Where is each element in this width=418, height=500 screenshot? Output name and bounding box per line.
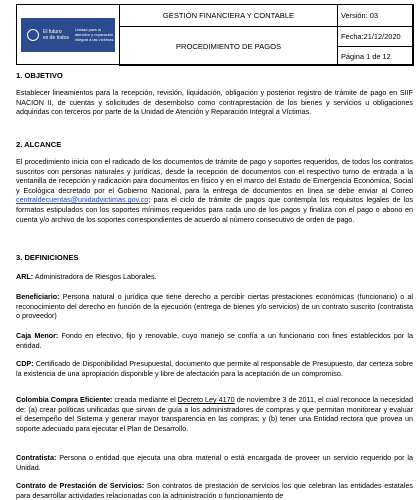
def-colombia-compra — [16, 395, 413, 433]
section-objetivo-heading: 1. OBJETIVO — [16, 71, 63, 80]
def-text: Persona o entidad que ejecuta una obra material o está encargada de proveer un servicio requerido por la Unidad. — [16, 453, 413, 472]
def-term: CDP: — [16, 359, 34, 368]
section-alcance-heading: 2. ALCANCE — [16, 140, 62, 149]
logo-line1: El futuro — [43, 28, 62, 35]
def-caja-menor — [16, 331, 413, 350]
alcance-paragraph — [16, 157, 413, 224]
def-contrato-prestacion — [16, 481, 413, 500]
def-text: Persona natural o jurídica que tiene derecho a percibir ciertas prestaciones económicas (funcionario) o al reconocimiento del derecho en función de la ejecución (entrega de bienes y/o servicios) de un contrato suscrito (contratista o proveedor) — [16, 292, 413, 321]
logo — [21, 18, 115, 52]
logo-org: Unidad para la atención y reparación integral a las víctimas — [74, 27, 114, 42]
decreto-link[interactable]: Decreto Ley 4170 — [177, 395, 235, 404]
header-version: Versión: 03 — [337, 4, 414, 27]
logo-cell — [16, 4, 120, 65]
alcance-text-b: ; para el ciclo de trámite de pagos que contempla los requisitos legales de los formatos estipulados con los soportes mínimos requeridos para cada uno de los pagos y finaliza con el pago o abono en cuenta y/o archivo de los soportes correspondientes de acuerdo al número consecutivo de orden de pago. — [16, 195, 413, 224]
section-definiciones-heading: 3. DEFINICIONES — [16, 253, 79, 262]
def-text: Certificado de Disponibilidad Presupuestal, documento que permite al responsable de Presupuesto, dar certeza sobre la existencia de una apropiación disponible y libre de afectación para la aceptación de un compromiso. — [16, 359, 413, 378]
seal-icon — [27, 29, 39, 41]
header-title2: PROCEDIMIENTO DE PAGOS — [119, 26, 338, 66]
header-page: Página 1 de 12 — [337, 46, 414, 66]
def-term: ARL: — [16, 272, 34, 281]
def-term: Contratista: — [16, 453, 57, 462]
def-term: Caja Menor: — [16, 331, 59, 340]
alcance-text-a: El procedimiento inicia con el radicado de los documentos de trámite de pago y soportes requeridos, de todos los contratos suscritos con personas naturales y jurídicas, desde la recepción de documentos con el respectivo turno de entrada a la ventanilla de recepción y radicación para documentos en físico y en el marco del Estado de Emergencia Económica, Social y Ecológica decretado por el Gobierno Nacional, para la entrega de documentos en línea se debe enviar al Correo — [16, 157, 413, 195]
alcance-email-link[interactable]: centraldecuentas@unidadvictimas.gov.co — [16, 195, 149, 205]
def-cdp — [16, 359, 413, 378]
def-text: Son contratos de prestación de servicios los que celebran las entidades estatales para desarrollar actividades relacionadas con la administración o funcionamiento de — [16, 481, 413, 500]
def-term: Colombia Compra Eficiente: — [16, 395, 113, 404]
def-beneficiario — [16, 292, 413, 321]
def-term: Contrato de Prestación de Servicios: — [16, 481, 145, 490]
document-header — [16, 4, 413, 65]
header-title1: GESTIÓN FINANCIERA Y CONTABLE — [119, 4, 338, 27]
def-text: de noviembre 3 de 2011, el cual reconoce la necesidad de: (a) crear políticas unificadas que sirvan de guía a los administradores de compras y que permitan monitorear y evaluar el desempeño del Sistema y generar mayor transparencia en las compras; y (b) tener una Entidad rectora que provea un soporte adecuado para ejecutar el Plan de Desarrollo. — [16, 395, 413, 433]
header-date: Fecha:21/12/2020 — [337, 26, 414, 47]
objetivo-paragraph: Establecer lineamientos para la recepción, revisión, liquidación, obligación y posterior registro de trámite de pago en SIIF NACION II, de cuentas y solicitudes de desembolso como contraprestación de los bienes y servicios u obligaciones adquiridas con terceros por parte de la Unidad de Atención y Reparación Integral a Víctimas. — [16, 88, 413, 117]
def-text: creada mediante el — [112, 395, 178, 404]
def-arl — [16, 272, 413, 282]
def-contratista — [16, 453, 413, 472]
def-text: Fondo en efectivo, fijo y renovable, cuyo manejo se confía a un funcionario con fines establecidos por la entidad. — [16, 331, 413, 350]
def-term: Beneficiario: — [16, 292, 60, 301]
logo-line2: es de todos — [43, 34, 69, 41]
def-text: Administradora de Riesgos Laborales. — [33, 272, 157, 281]
